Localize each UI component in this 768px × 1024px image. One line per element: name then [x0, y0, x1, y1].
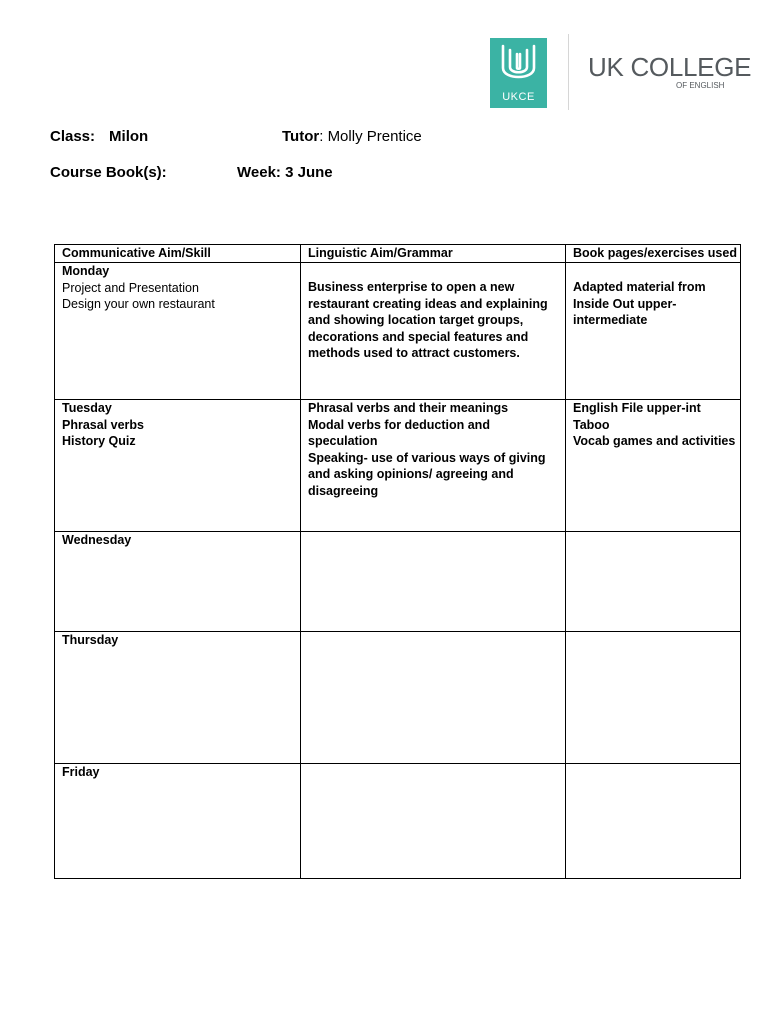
tutor-label: Tutor — [282, 128, 320, 145]
class-field — [50, 128, 148, 145]
skill-cell — [55, 400, 301, 532]
skill-cell — [55, 263, 301, 400]
grammar-line: restaurant creating ideas and explaining — [308, 296, 548, 311]
skill-item: Project and Presentation — [62, 280, 199, 295]
grammar-line: Modal verbs for deduction and — [308, 417, 490, 432]
table-row — [55, 632, 741, 764]
books-cell — [566, 263, 741, 400]
grammar-line: Business enterprise to open a new — [308, 280, 515, 294]
day-label: Friday — [62, 765, 100, 779]
grammar-line: and showing location target groups, — [308, 313, 524, 327]
column-header: Book pages/exercises used — [566, 245, 741, 263]
column-header: Linguistic Aim/Grammar — [301, 245, 566, 263]
table-row — [55, 263, 741, 400]
week-label: Week: — [237, 164, 281, 181]
skill-cell — [55, 632, 301, 764]
books-cell — [566, 400, 741, 532]
books-cell — [566, 632, 741, 764]
books-cell — [566, 764, 741, 879]
skill-cell — [55, 532, 301, 632]
book-line: Vocab games and activities — [573, 434, 736, 448]
week-field — [237, 164, 333, 181]
class-label: Class: — [50, 128, 96, 145]
tutor-field — [282, 128, 422, 145]
table-header-row — [55, 245, 741, 263]
book-line: English File upper-int — [573, 401, 701, 415]
course-book-field — [50, 164, 167, 181]
grammar-line: Phrasal verbs and their meanings — [308, 401, 509, 415]
grammar-line: and asking opinions/ agreeing and — [308, 467, 514, 481]
grammar-line: Speaking- use of various ways of giving — [308, 450, 546, 465]
grammar-cell — [301, 532, 566, 632]
table-row — [55, 532, 741, 632]
skill-item: Phrasal verbs — [62, 417, 144, 432]
grammar-cell — [301, 632, 566, 764]
logo-mark-text: UKCE — [502, 91, 535, 103]
skill-item: History Quiz — [62, 434, 136, 448]
book-line: Inside Out upper- — [573, 296, 677, 311]
table-row — [55, 400, 741, 532]
grammar-line: methods used to attract customers. — [308, 346, 520, 360]
table-row — [55, 764, 741, 879]
class-value: Milon — [109, 128, 149, 145]
weekly-plan-table — [54, 244, 741, 879]
tutor-value: Molly Prentice — [327, 128, 422, 145]
tutor-colon: : — [319, 128, 324, 145]
day-label: Tuesday — [62, 401, 112, 415]
grammar-cell — [301, 764, 566, 879]
skill-item: Design your own restaurant — [62, 297, 215, 311]
week-value: 3 June — [285, 164, 333, 181]
book-line: Taboo — [573, 417, 610, 432]
grammar-line: decorations and special features and — [308, 329, 529, 344]
course-book-label: Course Book(s): — [50, 164, 167, 181]
day-label: Thursday — [62, 633, 119, 647]
grammar-cell — [301, 263, 566, 400]
grammar-cell — [301, 400, 566, 532]
day-label: Monday — [62, 264, 110, 278]
book-line: Adapted material from — [573, 280, 706, 294]
grammar-line: disagreeing — [308, 483, 379, 498]
college-subtitle: OF ENGLISH — [676, 81, 725, 90]
books-cell — [566, 532, 741, 632]
book-line: intermediate — [573, 313, 648, 327]
logo-divider — [568, 34, 569, 110]
college-name: UK COLLEGE — [588, 52, 752, 82]
grammar-line: speculation — [308, 434, 378, 448]
column-header: Communicative Aim/Skill — [55, 245, 301, 263]
skill-cell — [55, 764, 301, 879]
college-logo-mark — [490, 38, 547, 108]
day-label: Wednesday — [62, 533, 132, 547]
